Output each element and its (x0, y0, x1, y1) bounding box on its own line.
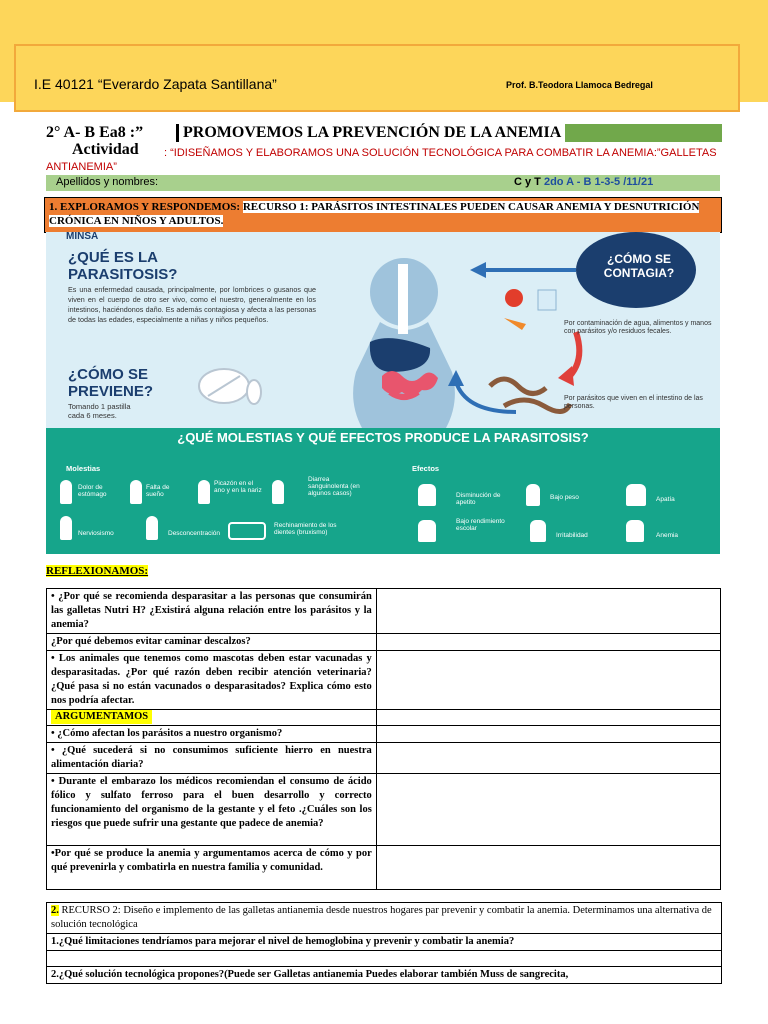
questions-table (46, 588, 721, 890)
table-row (47, 774, 721, 846)
question-cell: • Durante el embarazo los médicos recomiendan el consumo de ácido fólico y sulfato ferroso para el buen desarrollo y correcto funcionamiento del organismo de la gestante y el feto .¿Cuáles son los riesgos que puede sufrir una gestante que padece de anemia? (47, 774, 377, 846)
recurso1-prefix: 1. EXPLORAMOS Y RESPONDEMOS: (49, 201, 241, 213)
activity-text: : “IDISEÑAMOS Y ELABORAMOS UNA SOLUCIÓN TECNOLÓGICA PARA COMBATIR LA ANEMIA:”GALLETAS ANTIANEMIA” (46, 147, 717, 173)
efecto-5: Irritabilidad (556, 532, 588, 539)
recurso2-text: RECURSO 2: Diseño e implemento de las galletas antianemia desde nuestros hogares par prevenir y combatir la anemia. Determinamos una alternativa de solución tecnológica (51, 905, 712, 930)
molestias-label: Molestias (66, 464, 101, 473)
teacher-name: Prof. B.Teodora Llamoca Bedregal (506, 80, 653, 90)
table-row (47, 846, 721, 890)
grade-label: 2° A- B Ea8 :” (46, 124, 144, 141)
prevent-title-line2: PREVIENE? (68, 383, 154, 400)
table-row (47, 967, 722, 984)
efecto-3: Apatía (656, 496, 675, 503)
question-cell: •Por qué se produce la anemia y argumentamos acerca de cómo y por qué prevenirla y combatirla en nuestra familia y comunidad. (47, 846, 377, 890)
molestia-5: Nerviosismo (78, 530, 114, 537)
table-row (47, 903, 722, 934)
contagion-title (592, 252, 686, 280)
school-name: I.E 40121 “Everardo Zapata Santillana” (34, 76, 277, 92)
itching-icon (198, 480, 210, 504)
answer-cell[interactable] (376, 743, 720, 774)
teeth-icon (228, 522, 266, 540)
recurso2-answer-1[interactable] (47, 951, 722, 967)
what-title-line1: ¿QUÉ ES LA (68, 249, 159, 266)
efectos-label: Efectos (412, 464, 440, 473)
argumentamos-heading: ARGUMENTAMOS (51, 710, 152, 724)
question-cell: • ¿Qué sucederá si no consumimos suficiente hierro en nuestra alimentación diaria? (47, 743, 377, 774)
nervousness-icon (60, 516, 72, 540)
answer-cell (376, 710, 720, 726)
prevent-title (68, 366, 153, 400)
contagion-title-line2: CONTAGIA? (603, 266, 675, 280)
table-row (47, 951, 722, 967)
student-bar (46, 175, 720, 191)
answer-cell[interactable] (376, 726, 720, 743)
reflexionamos-heading: REFLEXIONAMOS: (46, 565, 149, 577)
contagion-parasites-text: Por parásitos que viven en el intestino de las personas. (564, 395, 703, 410)
table-row (47, 726, 721, 743)
table-row (47, 743, 721, 774)
diarrhea-icon (272, 480, 284, 504)
course-detail: 2do A - B 1-3-5 /11/21 (543, 176, 654, 188)
recurso2-number: 2. (51, 905, 59, 916)
course-label: C y T (514, 176, 541, 188)
table-row (47, 634, 721, 651)
argumentamos-cell (47, 710, 377, 726)
stomach-ache-icon (60, 480, 72, 504)
school-performance-icon (418, 520, 436, 542)
table-row (47, 934, 722, 951)
answer-cell[interactable] (376, 774, 720, 846)
prevent-text (68, 402, 131, 420)
question-cell: • ¿Cómo afectan los parásitos a nuestro organismo? (47, 726, 377, 743)
names-label: Apellidos y nombres: (56, 176, 159, 188)
table-row (47, 710, 721, 726)
page-title: PROMOVEMOS LA PREVENCIÓN DE LA ANEMIA (176, 124, 565, 142)
recurso2-question-2: 2.¿Qué solución tecnológica propones?(Puede ser Galletas antianemia Puedes elaborar también Muss de sangrecita, (47, 967, 722, 984)
answer-cell[interactable] (376, 634, 720, 651)
irritability-icon (530, 520, 546, 542)
molestia-6: Desconcentración (168, 530, 221, 537)
efecto-4: Bajo rendimiento escolar (456, 518, 505, 532)
molestia-4: Diarrea sanguinolenta (en algunos casos) (308, 476, 360, 497)
contagion-water-text: Por contaminación de agua, alimentos y manos con parásitos y/o residuos fecales. (564, 320, 712, 335)
efecto-6: Anemia (656, 532, 679, 539)
sleepless-icon (130, 480, 142, 504)
prevent-text-line2: cada 6 meses. (68, 411, 117, 420)
course-info (514, 176, 653, 188)
recurso2-table (46, 902, 722, 984)
what-text: Es una enfermedad causada, principalmente, por lombrices o gusanos que viven en el cuerpo de otro ser vivo, como el nuestro, generalmente en los intestinos, haciéndonos daño. Es además contagiosa y afecta a las personas de todas las edades, especialmente a niñas y niños pequeños. (68, 285, 316, 324)
minsa-logo: MINSA (66, 232, 99, 242)
title-bar (176, 124, 722, 142)
contagion-title-line1: ¿CÓMO SE (606, 252, 671, 266)
recurso2-question-1: 1.¿Qué limitaciones tendríamos para mejorar el nivel de hemoglobina y prevenir y combatir la anemia? (47, 934, 722, 951)
efecto-2: Bajo peso (550, 494, 579, 501)
activity-label: Actividad (72, 141, 139, 158)
table-row (47, 589, 721, 634)
molestia-1: Dolor de estómago (78, 484, 107, 498)
what-title-line2: PARASITOSIS? (68, 266, 178, 283)
answer-cell[interactable] (376, 589, 720, 634)
molestia-3: Picazón en el ano y en la nariz (214, 480, 262, 494)
anemia-icon (626, 520, 644, 542)
what-title (68, 249, 177, 283)
appetite-icon (418, 484, 436, 506)
parasitosis-infographic (46, 232, 720, 554)
question-cell: ¿Por qué debemos evitar caminar descalzos? (47, 634, 377, 651)
low-weight-icon (526, 484, 540, 506)
table-row (47, 651, 721, 710)
prevent-title-line1: ¿CÓMO SE (68, 366, 149, 383)
apathy-icon (626, 484, 646, 506)
pill-icon (196, 366, 262, 406)
food-water-icon (500, 284, 570, 334)
answer-cell[interactable] (376, 846, 720, 890)
molestia-2: Falta de sueño (146, 484, 170, 498)
recurso2-intro (47, 903, 722, 934)
efecto-1: Disminución de apetito (456, 492, 501, 506)
recurso1-banner (44, 197, 722, 233)
question-cell: • ¿Por qué se recomienda desparasitar a las personas que consumirán las galletas Nutri H? ¿Existirá alguna relación entre los parásitos y la anemia? (47, 589, 377, 634)
question-cell: • Los animales que tenemos como mascotas deben estar vacunadas y desparasitadas. ¿Por qué razón deben recibir atención veterinaria? ¿Qué pasa si no están vacunados o desparasitados? Explica cómo esto nos podría afectar. (47, 651, 377, 710)
molestia-7: Rechinamiento de los dientes (bruxismo) (274, 522, 337, 536)
worm-icon (484, 366, 574, 416)
answer-cell[interactable] (376, 651, 720, 710)
prevent-text-line1: Tomando 1 pastilla (68, 402, 131, 411)
recurso1-text: RECURSO 1: PARÁSITOS INTESTINALES PUEDEN CAUSAR ANEMIA Y DESNUTRICIÓN CRÓNICA EN NIÑOS Y ADULTOS. (49, 201, 700, 227)
distraction-icon (146, 516, 158, 540)
effects-banner: ¿QUÉ MOLESTIAS Y QUÉ EFECTOS PRODUCE LA PARASITOSIS? (177, 430, 589, 445)
